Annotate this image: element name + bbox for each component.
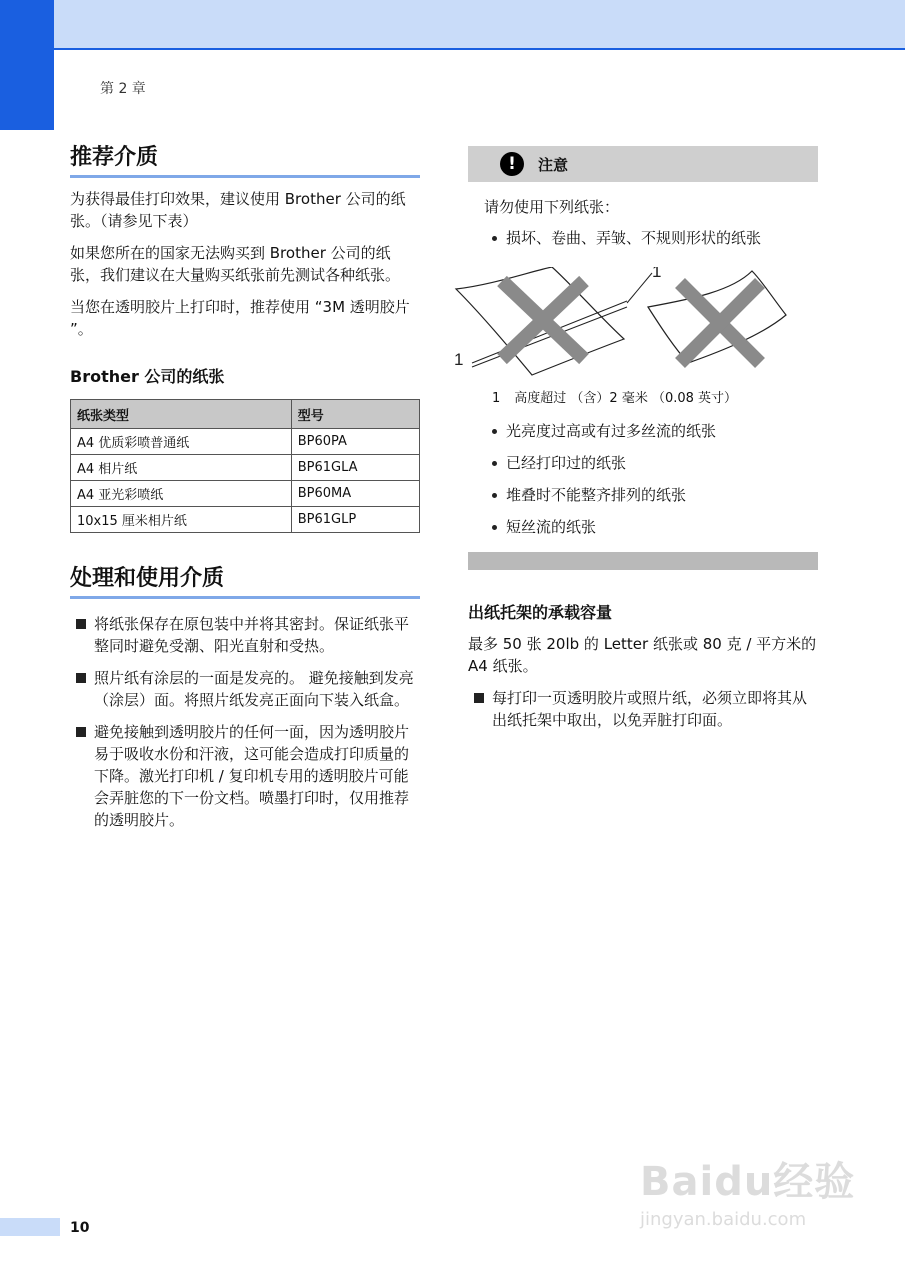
table-row (71, 507, 420, 533)
list-item (484, 484, 818, 506)
list-item-text: 损坏、卷曲、弄皱、不规则形状的纸张 (506, 229, 762, 247)
page-number: 10 (70, 1220, 90, 1236)
list-item (484, 227, 818, 249)
watermark-sub: jingyan.baidu.com (640, 1209, 807, 1230)
caption-number: 1 (492, 391, 501, 406)
list-item-text: 照片纸有涂层的一面是发亮的。 避免接触到发亮 （涂层）面。将照片纸发亮正面向下装入纸盒。 (94, 669, 414, 709)
baidu-watermark (640, 1150, 880, 1260)
bullet-icon (492, 525, 497, 530)
list-item (70, 721, 420, 831)
subtitle-brother-paper: Brother 公司的纸张 (70, 367, 225, 386)
paper-table (70, 399, 420, 533)
list-item (484, 516, 818, 538)
list-item-text: 短丝流的纸张 (506, 518, 597, 536)
list-item (70, 667, 420, 711)
table-row (71, 481, 420, 507)
list-item-text: 光亮度过高或有过多丝流的纸张 (506, 422, 717, 440)
section-title-recommended-media: 推荐介质 (70, 140, 420, 178)
list-item (468, 687, 818, 731)
left-column (70, 140, 420, 841)
list-item-text: 避免接触到透明胶片的任何一面，因为透明胶片易于吸收水份和汗液，这可能会造成打印质量的下降。激光打印机 / 复印机专用的透明胶片可能会弄脏您的下一份文档。喷墨打印时，仅用推荐的透明胶片。 (94, 723, 410, 829)
table-cell: A4 相片纸 (71, 455, 292, 481)
list-item (484, 452, 818, 474)
column-header-model: 型号 (291, 400, 419, 429)
exclamation-icon: ! (500, 152, 524, 176)
column-header-paper-type: 纸张类型 (71, 400, 292, 429)
bullet-icon (492, 236, 497, 241)
subtitle-output-tray-capacity: 出纸托架的承载容量 (468, 603, 613, 622)
curled-paper-illustration (452, 267, 802, 377)
table-cell: BP60MA (291, 481, 419, 507)
square-bullet-icon (474, 693, 484, 703)
paragraph: 当您在透明胶片上打印时，推荐使用 “3M 透明胶片 ”。 (70, 298, 410, 338)
bullet-icon (492, 461, 497, 466)
chapter-label: 第 2 章 (100, 81, 146, 97)
caption-text: 高度超过 （含）2 毫米 （0.08 英寸） (514, 391, 738, 406)
list-item (484, 420, 818, 442)
figure-label-left: 1 (454, 350, 464, 369)
note-title: 注意 (538, 155, 569, 174)
table-cell: BP60PA (291, 429, 419, 455)
square-bullet-icon (76, 619, 86, 629)
note-body (468, 182, 818, 249)
list-item-text: 每打印一页透明胶片或照片纸，必须立即将其从出纸托架中取出，以免弄脏打印面。 (492, 689, 808, 729)
table-cell: A4 优质彩喷普通纸 (71, 429, 292, 455)
note-intro: 请勿使用下列纸张： (484, 198, 620, 216)
square-bullet-icon (76, 673, 86, 683)
watermark-main: Baidu经验 (640, 1159, 856, 1205)
note-body-list (468, 420, 818, 538)
table-cell: BP61GLA (291, 455, 419, 481)
bullet-icon (492, 493, 497, 498)
output-tray-list (468, 687, 818, 731)
paragraph: 如果您所在的国家无法购买到 Brother 公司的纸张，我们建议在大量购买纸张前先测试各种纸张。 (70, 244, 401, 284)
note-first-list (484, 227, 818, 249)
table-cell: 10x15 厘米相片纸 (71, 507, 292, 533)
list-item (70, 613, 420, 657)
paragraph: 为获得最佳打印效果，建议使用 Brother 公司的纸张。（请参见下表） (70, 190, 406, 230)
list-item-text: 已经打印过的纸张 (506, 454, 627, 472)
table-row (71, 429, 420, 455)
handling-list (70, 613, 420, 831)
figure-label-right: 1 (652, 267, 662, 281)
table-row (71, 455, 420, 481)
section-title-handling-media: 处理和使用介质 (70, 561, 420, 599)
caution-note (454, 146, 818, 570)
right-column (454, 146, 818, 741)
header-bar (0, 0, 905, 50)
note-list (484, 420, 818, 538)
list-item-text: 将纸张保存在原包装中并将其密封。保证纸张平整同时避免受潮、阳光直射和受热。 (94, 615, 410, 655)
table-header-row (71, 400, 420, 429)
note-header (468, 146, 818, 182)
note-footer-bar (468, 552, 818, 570)
bullet-icon (492, 429, 497, 434)
table-cell: A4 亚光彩喷纸 (71, 481, 292, 507)
page-number-bar (0, 1218, 60, 1236)
list-item-text: 堆叠时不能整齐排列的纸张 (506, 486, 687, 504)
paragraph: 最多 50 张 20lb 的 Letter 纸张或 80 克 / 平方米的 A4 纸张。 (468, 635, 817, 675)
square-bullet-icon (76, 727, 86, 737)
table-cell: BP61GLP (291, 507, 419, 533)
chapter-tab (0, 0, 54, 130)
figure-caption (492, 387, 818, 406)
